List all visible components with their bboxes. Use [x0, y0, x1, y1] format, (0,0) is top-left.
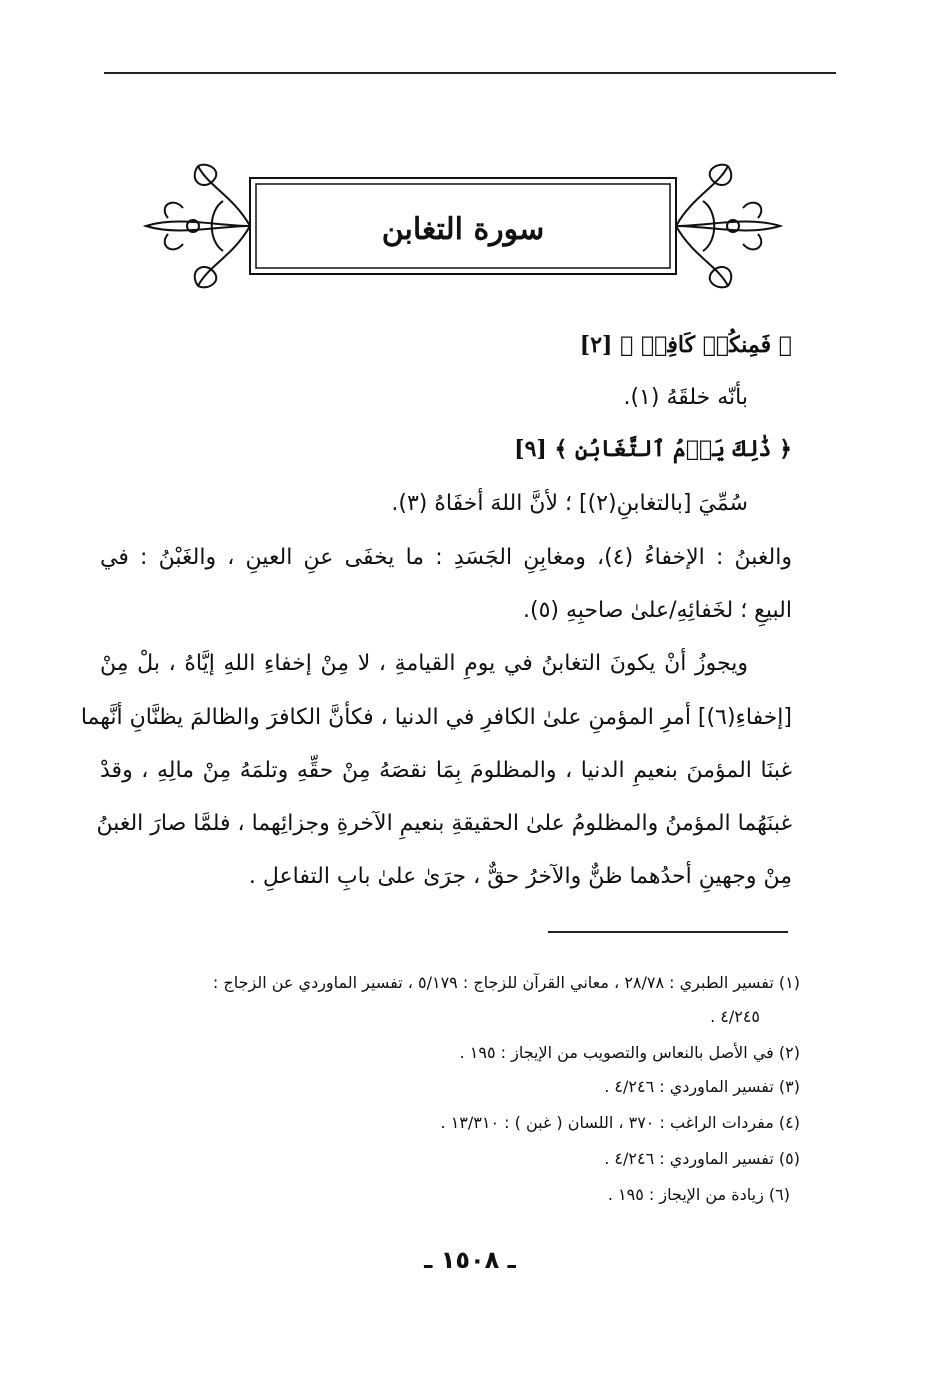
footnote: (٦) زيادة من الإيجاز : ١٩٥ . — [607, 1185, 790, 1204]
footnote: ٤/٢٤٥ . — [710, 1007, 760, 1026]
paragraph-line: غبنَا المؤمنَ بنعيمِ الدنيا ، والمظلومَ بِمَا نقصَهُ مِنْ حقِّهِ وتلمَهُ مِنْ مالِهِ ، وقدْ — [100, 758, 792, 783]
paragraph-line: غبنَهُما المؤمنُ والمظلومُ علىٰ الحقيقةِ بنعيمِ الآخرةِ وجزائِهما ، فلمَّا صارَ الغبنُ — [96, 811, 792, 836]
paragraph-line: مِنْ وجهينِ أحدُهما ظنٌّ والآخرُ حقٌّ ، جرَىٰ علىٰ بابِ التفاعلِ . — [248, 864, 792, 889]
footnote: (٤) مفردات الراغب : ٣٧٠ ، اللسان ( غبن ) : ١٣/٣١٠ . — [440, 1113, 800, 1132]
quran-verse-1: ﴿ فَمِنكُمۡ كَافِرٞ ﴾ [٢] — [579, 332, 792, 358]
footnote: (٣) تفسير الماوردي : ٤/٢٤٦ . — [604, 1077, 800, 1096]
commentary-line: بأنّه خلقَهُ (١). — [623, 385, 748, 410]
surah-title: سورة التغابن — [381, 212, 545, 247]
footnote: (٢) في الأصل بالنعاس والتصويب من الإيجاز : ١٩٥ . — [459, 1043, 800, 1062]
paragraph-line: ويجوزُ أنْ يكونَ التغابنُ في يومِ القيامةِ ، لا مِنْ إخفاءِ اللهِ إيَّاهُ ، بلْ مِنْ — [100, 651, 748, 676]
quran-verse-2: ﴿ ذَٰلِكَ يَوۡمُ ٱلتَّغَابُنِ ﴾ [٩] — [514, 436, 792, 462]
footnote: (١) تفسير الطبري : ٢٨/٧٨ ، معاني القرآن للزجاج : ٥/١٧٩ ، تفسير الماوردي عن الزجاج : — [212, 973, 800, 992]
paragraph-line: البيعِ ؛ لخَفائِهِ/علىٰ صاحبِهِ (٥). — [523, 598, 792, 623]
header-rule — [104, 72, 836, 74]
paragraph-line: [إخفاءِ(٦)] أمرِ المؤمنِ علىٰ الكافرِ في الدنيا ، فكأنَّ الكافرَ والظالمَ يظنَّانِ أنَّهما — [80, 705, 792, 730]
footnote: (٥) تفسير الماوردي : ٤/٢٤٦ . — [604, 1149, 800, 1168]
paragraph-line: والغبنُ : الإخفاءُ (٤)، ومغابِنِ الجَسَدِ : ما يخفَى عنِ العينِ ، والغَبْنُ : في — [100, 545, 792, 570]
footnote-separator — [548, 931, 788, 933]
commentary-line: سُمِّيَ [بالتغابنِ(٢)] ؛ لأنَّ اللهَ أخفَاهُ (٣). — [391, 491, 748, 516]
page-number: ـ ١٥٠٨ ـ — [424, 1246, 516, 1274]
